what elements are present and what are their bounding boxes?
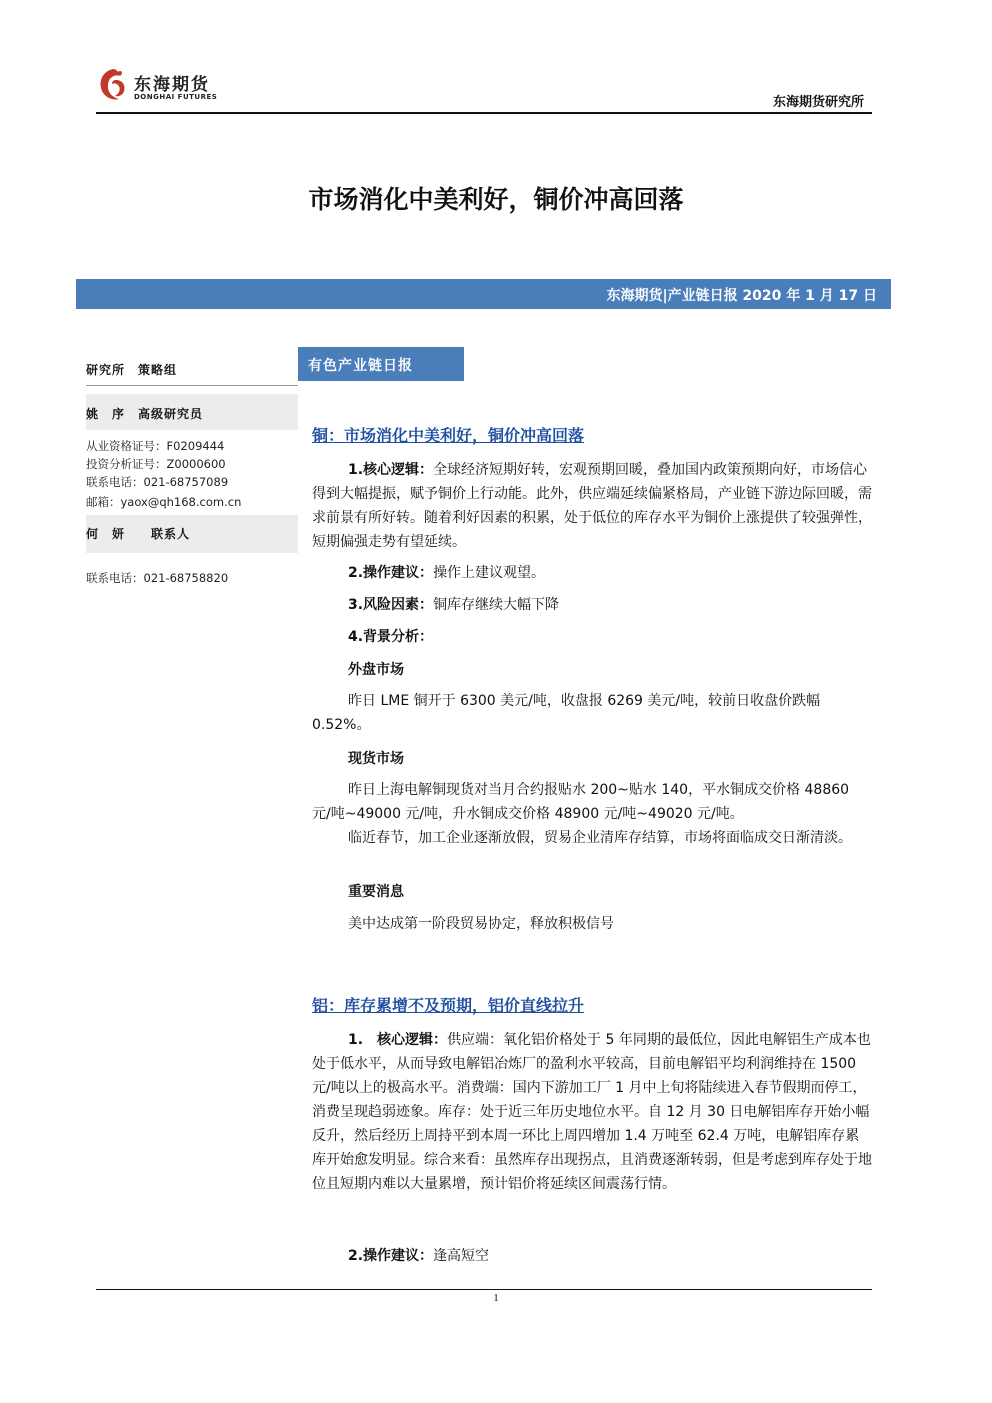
institute-name: 东海期货研究所 — [772, 95, 864, 110]
banner-date-text: 东海期货|产业链日报 2020 年 1 月 17 日 — [606, 288, 877, 304]
section-tag — [298, 347, 464, 381]
analyst-name-text: 姚 序 高级研究员 — [86, 407, 204, 421]
copper-background — [312, 625, 872, 649]
footer-divider — [96, 1289, 872, 1290]
overseas-market-text: 昨日 LME 铜开于 6300 美元/吨，收盘报 6269 美元/吨，较前日收盘价跌幅 0.52%。 — [312, 693, 821, 733]
aluminum-section-title[interactable]: 铝：库存累增不及预期，铝价直线拉升 — [312, 996, 585, 1015]
sidebar-divider — [86, 385, 298, 386]
copper-core-logic-label: 1.核心逻辑： — [348, 462, 434, 478]
copper-risk-text: 铜库存继续大幅下降 — [433, 597, 560, 613]
logo-chinese-name: 东海期货 — [134, 75, 210, 95]
research-group: 研究所 策略组 — [86, 363, 178, 377]
aluminum-core-logic-label: 1. 核心逻辑： — [348, 1032, 448, 1048]
aluminum-core-logic-text: 供应端：氧化铝价格处于 5 年同期的最低位，因此电解铝生产成本也处于低水平，从而导致电解铝冶炼厂的盈利水平较高，目前电解铝平均利润维持在 1500 元/吨以上的极高水平。消费端：国内下游加工厂 1 月中上旬将陆续进入春节假期而停工，消费呈现趋弱迹象。库存：处于近三年历史地位水平。自 12 月 30 日电解铝库存开始小幅反升，然后经历上周持平到本周一环比上周四增加 1.4 万吨至 62.4 万吨，电解铝库存累库开始愈发明显。综合来看：虽然库存出现拐点，且消费逐渐转弱，但是考虑到库存处于地位且短期内难以大量累增，预计铝价将延续区间震荡行情。 — [312, 1032, 872, 1192]
contact-name-text: 何 妍 联系人 — [86, 527, 191, 541]
analyst-phone: 联系电话：021-68757089 — [86, 475, 229, 489]
aluminum-core-logic — [312, 1028, 872, 1196]
overseas-market-heading: 外盘市场 — [348, 662, 404, 678]
report-title: 市场消化中美利好，铜价冲高回落 — [308, 185, 684, 214]
spot-market-text-2: 临近春节，加工企业逐渐放假，贸易企业清库存结算，市场将面临成交日渐清淡。 — [348, 830, 852, 846]
key-news-text: 美中达成第一阶段贸易协定，释放积极信号 — [348, 916, 614, 932]
contact-phone: 联系电话：021-68758820 — [86, 571, 229, 585]
copper-section-title[interactable]: 铜：市场消化中美利好，铜价冲高回落 — [312, 426, 585, 445]
copper-background-label: 4.背景分析： — [348, 629, 434, 645]
copper-advice-label: 2.操作建议： — [348, 565, 434, 581]
report-banner — [76, 279, 891, 309]
company-logo — [96, 66, 236, 108]
copper-risk-label: 3.风险因素： — [348, 597, 434, 613]
section-tag-text: 有色产业链日报 — [308, 358, 413, 374]
page-number: 1 — [493, 1292, 499, 1304]
copper-advice — [312, 561, 872, 585]
analyst-invest-cert: 投资分析证号：Z0000600 — [86, 457, 226, 471]
copper-risk — [312, 593, 872, 617]
spot-market-text-1: 昨日上海电解铜现货对当月合约报贴水 200~贴水 140，平水铜成交价格 48860 元/吨~49000 元/吨，升水铜成交价格 48900 元/吨~49020 元/吨。 — [312, 782, 850, 822]
contact-name — [86, 515, 298, 553]
aluminum-advice-text: 逢高短空 — [433, 1248, 490, 1264]
analyst-qualification: 从业资格证号：F0209444 — [86, 439, 225, 453]
logo-english-name: DONGHAI FUTURES — [134, 93, 218, 101]
spot-market-heading: 现货市场 — [348, 751, 404, 767]
copper-core-logic — [312, 458, 872, 554]
header-divider — [96, 112, 872, 114]
analyst-name — [86, 394, 298, 430]
key-news-heading: 重要消息 — [348, 884, 404, 900]
aluminum-advice — [312, 1244, 872, 1268]
dragon-logo-icon — [96, 66, 130, 104]
analyst-email: 邮箱：yaox@qh168.com.cn — [86, 495, 242, 509]
copper-advice-text: 操作上建议观望。 — [433, 565, 546, 581]
copper-core-logic-text: 全球经济短期好转，宏观预期回暖，叠加国内政策预期向好，市场信心得到大幅提振，赋予铜价上行动能。此外，供应端延续偏紧格局，产业链下游边际回暖，需求前景有所好转。随着利好因素的积累，处于低位的库存水平为铜价上涨提供了较强弹性，短期偏强走势有望延续。 — [312, 462, 872, 550]
aluminum-advice-label: 2.操作建议： — [348, 1248, 434, 1264]
